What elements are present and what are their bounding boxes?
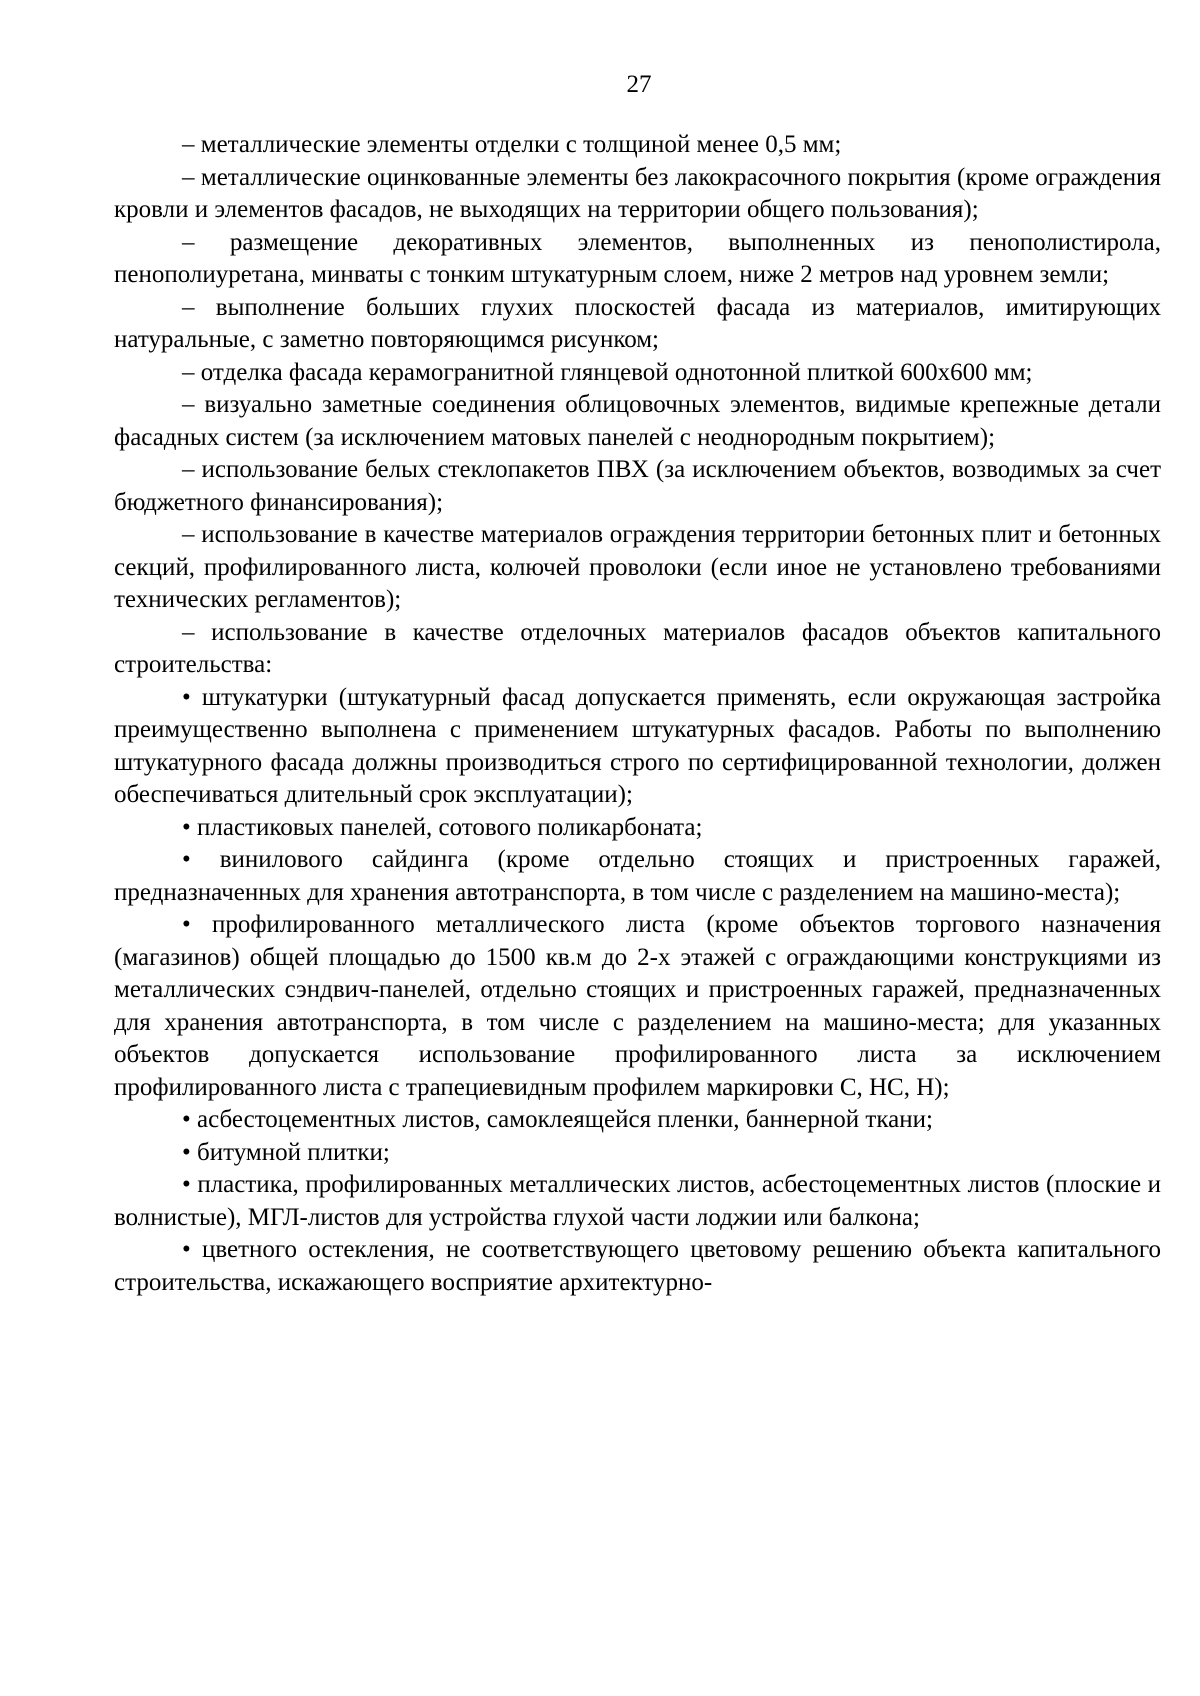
paragraph: – размещение декоративных элементов, выполненных из пенополистирола, пенополиуретана, минваты с тонким штукатурным слоем, ниже 2 метров над уровнем земли;	[114, 228, 1161, 288]
paragraph: – металлические элементы отделки с толщиной менее 0,5 мм;	[182, 131, 842, 158]
page-number: 27	[626, 71, 652, 98]
bullet-item: • асбестоцементных листов, самоклеящейся пленки, баннерной ткани;	[182, 1106, 933, 1133]
bullet-item: • винилового сайдинга (кроме отдельно стоящих и пристроенных гаражей, предназначенных для хранения автотранспорта, в том числе с разделением на машино-места);	[114, 846, 1161, 906]
paragraph: – металлические оцинкованные элементы без лакокрасочного покрытия (кроме ограждения кровли и элементов фасадов, не выходящих на территории общего пользования);	[114, 163, 1161, 223]
paragraph: – отделка фасада керамогранитной глянцевой однотонной плиткой 600х600 мм;	[182, 358, 1033, 386]
bullet-item: • пластика, профилированных металлических листов, асбестоцементных листов (плоские и волнистые), МГЛ-листов для устройства глухой части лоджии или балкона;	[114, 1171, 1161, 1231]
bullet-item: • битумной плитки;	[182, 1138, 390, 1166]
paragraph: – визуально заметные соединения облицовочных элементов, видимые крепежные детали фасадных систем (за исключением матовых панелей с неоднородным покрытием);	[114, 391, 1161, 451]
document-body	[114, 129, 1161, 1299]
bullet-item: • профилированного металлического листа (кроме объектов торгового назначения (магазинов) общей площадью до 1500 кв.м до 2-х этажей с ограждающими конструкциями из металлических сэндвич-панелей, отдельно стоящих и пристроенных гаражей, предназначенных для хранения автотранспорта, в том числе с разделением на машино-места; для указанных объектов допускается использование профилированного листа за исключением профилированного листа с трапециевидным профилем маркировки С, НС, Н);	[114, 911, 1161, 1101]
bullet-item: • цветного остекления, не соответствующего цветовому решению объекта капитального строительства, искажающего восприятие архитектурно-	[114, 1236, 1161, 1296]
bullet-item: • пластиковых панелей, сотового поликарбоната;	[182, 813, 703, 841]
paragraph: – использование белых стеклопакетов ПВХ (за исключением объектов, возводимых за счет бюджетного финансирования);	[114, 456, 1161, 516]
paragraph: – выполнение больших глухих плоскостей фасада из материалов, имитирующих натуральные, с заметно повторяющимся рисунком;	[114, 293, 1161, 353]
bullet-item: • штукатурки (штукатурный фасад допускается применять, если окружающая застройка преимущественно выполнена с применением штукатурных фасадов. Работы по выполнению штукатурного фасада должны производиться строго по сертифицированной технологии, должен обеспечиваться длительный срок эксплуатации);	[114, 683, 1161, 808]
paragraph: – использование в качестве материалов ограждения территории бетонных плит и бетонных секций, профилированного листа, колючей проволоки (если иное не установлено требованиями технических регламентов);	[114, 521, 1161, 613]
paragraph: – использование в качестве отделочных материалов фасадов объектов капитального строительства:	[114, 618, 1161, 678]
